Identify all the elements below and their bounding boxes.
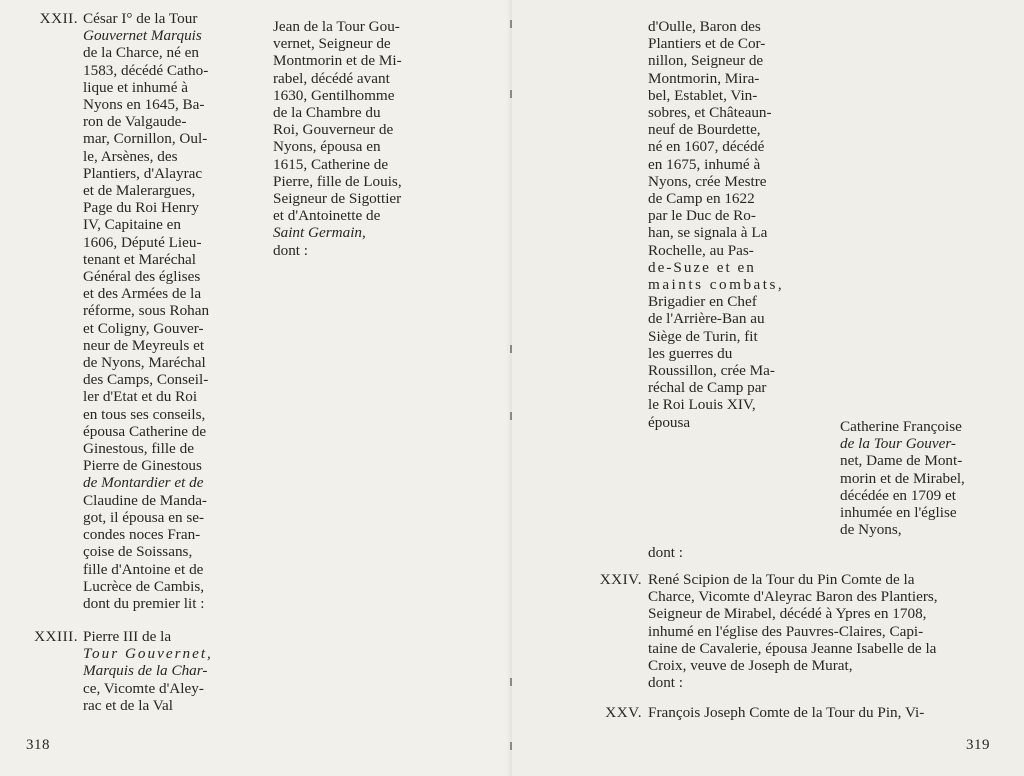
dont-label: dont :	[648, 544, 684, 561]
text-line: Pierre III de la	[83, 628, 172, 645]
text-line: Montmorin et de Mi-	[273, 52, 402, 70]
text-line: IV, Capitaine en	[83, 216, 181, 234]
text-line: 1630, Gentilhomme	[273, 86, 395, 104]
entry-numeral-xxii: XXII.	[39, 10, 78, 27]
spouse-jean-text	[273, 18, 427, 259]
text-line: nillon, Seigneur de	[648, 52, 764, 70]
text-line: dont du premier lit :	[83, 594, 205, 612]
text-line: vernet, Seigneur de	[273, 35, 391, 53]
text-line: de Montardier et de	[83, 474, 204, 492]
text-line: de-Suze et en	[648, 258, 756, 276]
text-line: en 1675, inhumé à	[648, 155, 761, 173]
text-line: rabel, décédé avant	[273, 69, 390, 87]
text-line: réchal de Camp par	[648, 379, 767, 397]
text-line: Croix, veuve de Joseph de Murat,	[648, 657, 853, 675]
text-line: Nyons en 1645, Ba-	[83, 96, 205, 114]
text-line: mar, Cornillon, Oul-	[83, 130, 208, 148]
text-line: de la Tour Gouver-	[840, 435, 956, 453]
continuation-text	[648, 18, 792, 431]
right-page	[512, 0, 1024, 776]
text-line: Siège de Turin, fit	[648, 327, 758, 345]
text-line: de la Charce, né en	[83, 44, 199, 62]
text-line: Marquis de la Char-	[83, 662, 208, 680]
text-line: Nyons, épousa en	[273, 138, 381, 156]
text-line: et d'Antoinette de	[273, 207, 381, 225]
text-line: d'Oulle, Baron des	[648, 18, 761, 35]
text-line: dont :	[273, 241, 309, 259]
text-line: rac et de la Val	[83, 696, 173, 714]
text-line: de la Chambre du	[273, 104, 381, 122]
text-line: Seigneur de Sigottier	[273, 190, 402, 208]
text-line: décédée en 1709 et	[840, 486, 956, 504]
text-line: César I° de la Tour	[83, 10, 198, 27]
text-line: maints combats,	[648, 276, 785, 294]
text-line: Pierre, fille de Louis,	[273, 172, 402, 190]
text-line: René Scipion de la Tour du Pin Comte de la	[648, 571, 915, 588]
text-line: Tour Gouvernet,	[83, 645, 213, 663]
text-line: neur de Meyreuls et	[83, 336, 205, 354]
text-line: réforme, sous Rohan	[83, 302, 210, 320]
text-line: par le Duc de Ro-	[648, 207, 756, 225]
entry-text-xxiii	[83, 628, 226, 714]
text-line: épousa	[648, 413, 691, 431]
text-line: ron de Valgaude-	[83, 113, 187, 131]
entry-text-xxiv	[648, 571, 990, 691]
text-line: Seigneur de Mirabel, décédé à Ypres en 1708,	[648, 605, 927, 623]
text-line: sobres, et Châteaun-	[648, 104, 772, 122]
text-line: lique et inhumé à	[83, 78, 189, 96]
text-line: et Coligny, Gouver-	[83, 319, 204, 337]
page-number-left: 318	[26, 737, 50, 753]
text-line: Catherine Françoise	[840, 418, 962, 435]
text-line: Roi, Gouverneur de	[273, 121, 394, 139]
text-line: taine de Cavalerie, épousa Jeanne Isabelle de la	[648, 639, 937, 657]
text-line: et de Malerargues,	[83, 182, 196, 200]
text-line: dont :	[648, 674, 684, 692]
text-line: 1615, Catherine de	[273, 155, 389, 173]
text-line: inhumé en l'église des Pauvres-Claires, Capi-	[648, 622, 924, 640]
text-line: neuf de Bourdette,	[648, 121, 761, 139]
text-line: Charce, Vicomte d'Aleyrac Baron des Plantiers,	[648, 588, 938, 606]
text-line: fille d'Antoine et de	[83, 560, 204, 578]
entry-numeral-xxiii: XXIII.	[34, 628, 78, 645]
text-line: Roussillon, crée Ma-	[648, 362, 775, 380]
text-line: got, il épousa en se-	[83, 508, 205, 526]
text-line: Lucrèce de Cambis,	[83, 577, 205, 595]
text-line: Ginestous, fille de	[83, 440, 194, 458]
text-line: Montmorin, Mira-	[648, 69, 760, 87]
text-line: de l'Arrière-Ban au	[648, 310, 765, 328]
text-line: Gouvernet Marquis	[83, 27, 202, 45]
text-line: des Camps, Conseil-	[83, 371, 209, 389]
text-line: de Nyons, Maréchal	[83, 354, 206, 372]
entry-text-xxii	[83, 10, 226, 612]
text-line: né en 1607, décédé	[648, 138, 765, 156]
text-line: Pierre de Ginestous	[83, 457, 202, 475]
text-line: Plantiers, d'Alayrac	[83, 164, 203, 182]
text-line: épousa Catherine de	[83, 422, 207, 440]
text-line: Claudine de Manda-	[83, 491, 207, 509]
text-line: le, Arsènes, des	[83, 147, 178, 165]
text-line: de Nyons,	[840, 521, 902, 539]
text-line: ler d'Etat et du Roi	[83, 388, 198, 406]
page-number-right: 319	[966, 737, 990, 753]
entry-text-xxv	[648, 704, 990, 721]
text-line: condes noces Fran-	[83, 526, 201, 544]
text-line: Rochelle, au Pas-	[648, 241, 754, 259]
text-line: çoise de Soissans,	[83, 543, 193, 561]
text-line: Plantiers et de Cor-	[648, 35, 766, 53]
text-line: Page du Roi Henry	[83, 199, 199, 217]
text-line: Saint Germain,	[273, 224, 366, 242]
text-line: les guerres du	[648, 344, 733, 362]
text-line: de Camp en 1622	[648, 190, 755, 208]
text-line: ce, Vicomte d'Aley-	[83, 679, 204, 697]
text-line: en tous ses conseils,	[83, 405, 206, 423]
text-line: Jean de la Tour Gou-	[273, 18, 400, 35]
entry-numeral-xxv: XXV.	[605, 704, 642, 721]
entry-numeral-xxiv: XXIV.	[599, 571, 642, 588]
text-line: net, Dame de Mont-	[840, 452, 963, 470]
text-line: inhumée en l'église	[840, 504, 957, 522]
text-line: et des Armées de la	[83, 285, 202, 303]
text-line: morin et de Mirabel,	[840, 469, 965, 487]
text-line: Nyons, crée Mestre	[648, 172, 767, 190]
spouse-catherine-text	[840, 418, 990, 538]
text-line: Général des églises	[83, 268, 201, 286]
text-line: 1606, Député Lieu-	[83, 233, 202, 251]
text-line: tenant et Maréchal	[83, 250, 197, 268]
text-line: bel, Establet, Vin-	[648, 86, 758, 104]
text-line: Brigadier en Chef	[648, 293, 757, 311]
text-line: François Joseph Comte de la Tour du Pin, Vi-	[648, 704, 925, 721]
text-line: le Roi Louis XIV,	[648, 396, 756, 414]
text-line: 1583, décédé Catho-	[83, 61, 209, 79]
text-line: han, se signala à La	[648, 224, 768, 242]
